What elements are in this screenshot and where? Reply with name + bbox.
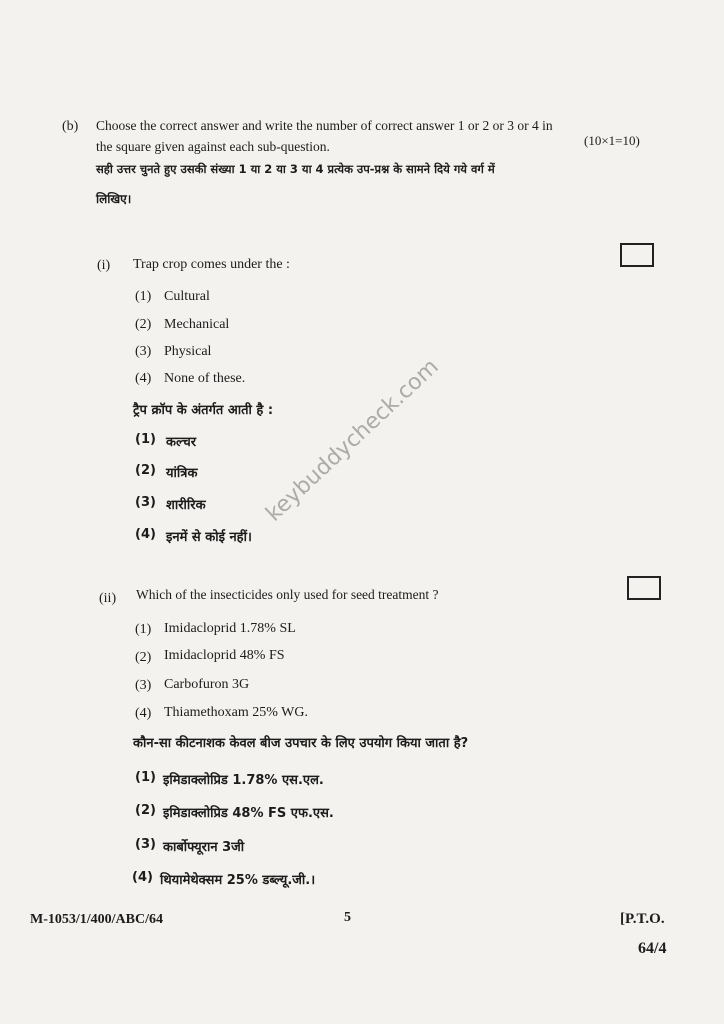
option-text: इमिडाक्लोप्रिड 48% FS एफ.एस. xyxy=(163,806,334,821)
instruction-hi-line1: सही उत्तर चुनते हुए उसकी संख्या 1 या 2 या 3 या 4 प्रत्येक उप-प्रश्न के सामने दिये गये वर्ग में xyxy=(96,162,495,176)
option-text: Imidacloprid 48% FS xyxy=(164,648,285,663)
option-number: (4) xyxy=(135,527,156,542)
option-text: Mechanical xyxy=(164,317,230,332)
option-number: (2) xyxy=(135,803,156,818)
question-en: Which of the insecticides only used for seed treatment ? xyxy=(136,587,439,602)
option-number: (4) xyxy=(132,870,153,885)
option-text: Imidacloprid 1.78% SL xyxy=(164,621,296,636)
option-text: इनमें से कोई नहीं। xyxy=(166,530,252,545)
option-text: कार्बोफ्यूरान 3जी xyxy=(163,840,245,855)
watermark-text: keybuddycheck.com xyxy=(261,354,444,527)
marks: (10×1=10) xyxy=(584,133,640,148)
option-text: Carbofuron 3G xyxy=(164,677,250,692)
question-en: Trap crop comes under the : xyxy=(133,257,290,272)
question-hi: ट्रैप क्रॉप के अंतर्गत आती है : xyxy=(133,403,274,418)
option-text: थियामेथेक्सम 25% डब्ल्यू.जी.। xyxy=(160,873,316,888)
option-number: (4) xyxy=(135,371,152,386)
instruction-hi-line2: लिखिए। xyxy=(96,192,132,206)
option-number: (2) xyxy=(135,317,152,332)
option-number: (4) xyxy=(135,706,152,721)
option-text: Physical xyxy=(164,344,212,359)
question-number: (ii) xyxy=(99,591,117,606)
question-number: (i) xyxy=(97,258,111,273)
option-number: (2) xyxy=(135,463,156,478)
paper-code: M-1053/1/400/ABC/64 xyxy=(30,912,163,927)
option-number: (3) xyxy=(135,837,156,852)
option-number: (1) xyxy=(135,432,156,447)
option-number: (3) xyxy=(135,678,152,693)
option-number: (1) xyxy=(135,622,152,637)
option-text: Thiamethoxam 25% WG. xyxy=(164,705,308,720)
option-text: Cultural xyxy=(164,289,210,304)
question-hi: कौन-सा कीटनाशक केवल बीज उपचार के लिए उपयोग किया जाता है? xyxy=(133,736,469,751)
instruction-en-line2: the square given against each sub-question. xyxy=(96,139,330,154)
option-text: कल्चर xyxy=(166,435,197,450)
option-text: यांत्रिक xyxy=(166,466,198,481)
section-label: (b) xyxy=(62,119,79,134)
pto-text: [P.T.O. xyxy=(620,911,665,927)
option-text: शारीरिक xyxy=(166,498,206,513)
sheet-number: 64/4 xyxy=(638,940,667,957)
option-number: (3) xyxy=(135,344,152,359)
option-text: इमिडाक्लोप्रिड 1.78% एस.एल. xyxy=(163,773,324,788)
option-number: (2) xyxy=(135,650,152,665)
option-number: (1) xyxy=(135,289,152,304)
instruction-en-line1: Choose the correct answer and write the number of correct answer 1 or 2 or 3 or 4 in xyxy=(96,118,553,133)
page-number: 5 xyxy=(344,910,351,925)
answer-box[interactable] xyxy=(627,576,661,600)
answer-box[interactable] xyxy=(620,243,654,267)
option-number: (1) xyxy=(135,770,156,785)
option-text: None of these. xyxy=(164,371,246,386)
option-number: (3) xyxy=(135,495,156,510)
